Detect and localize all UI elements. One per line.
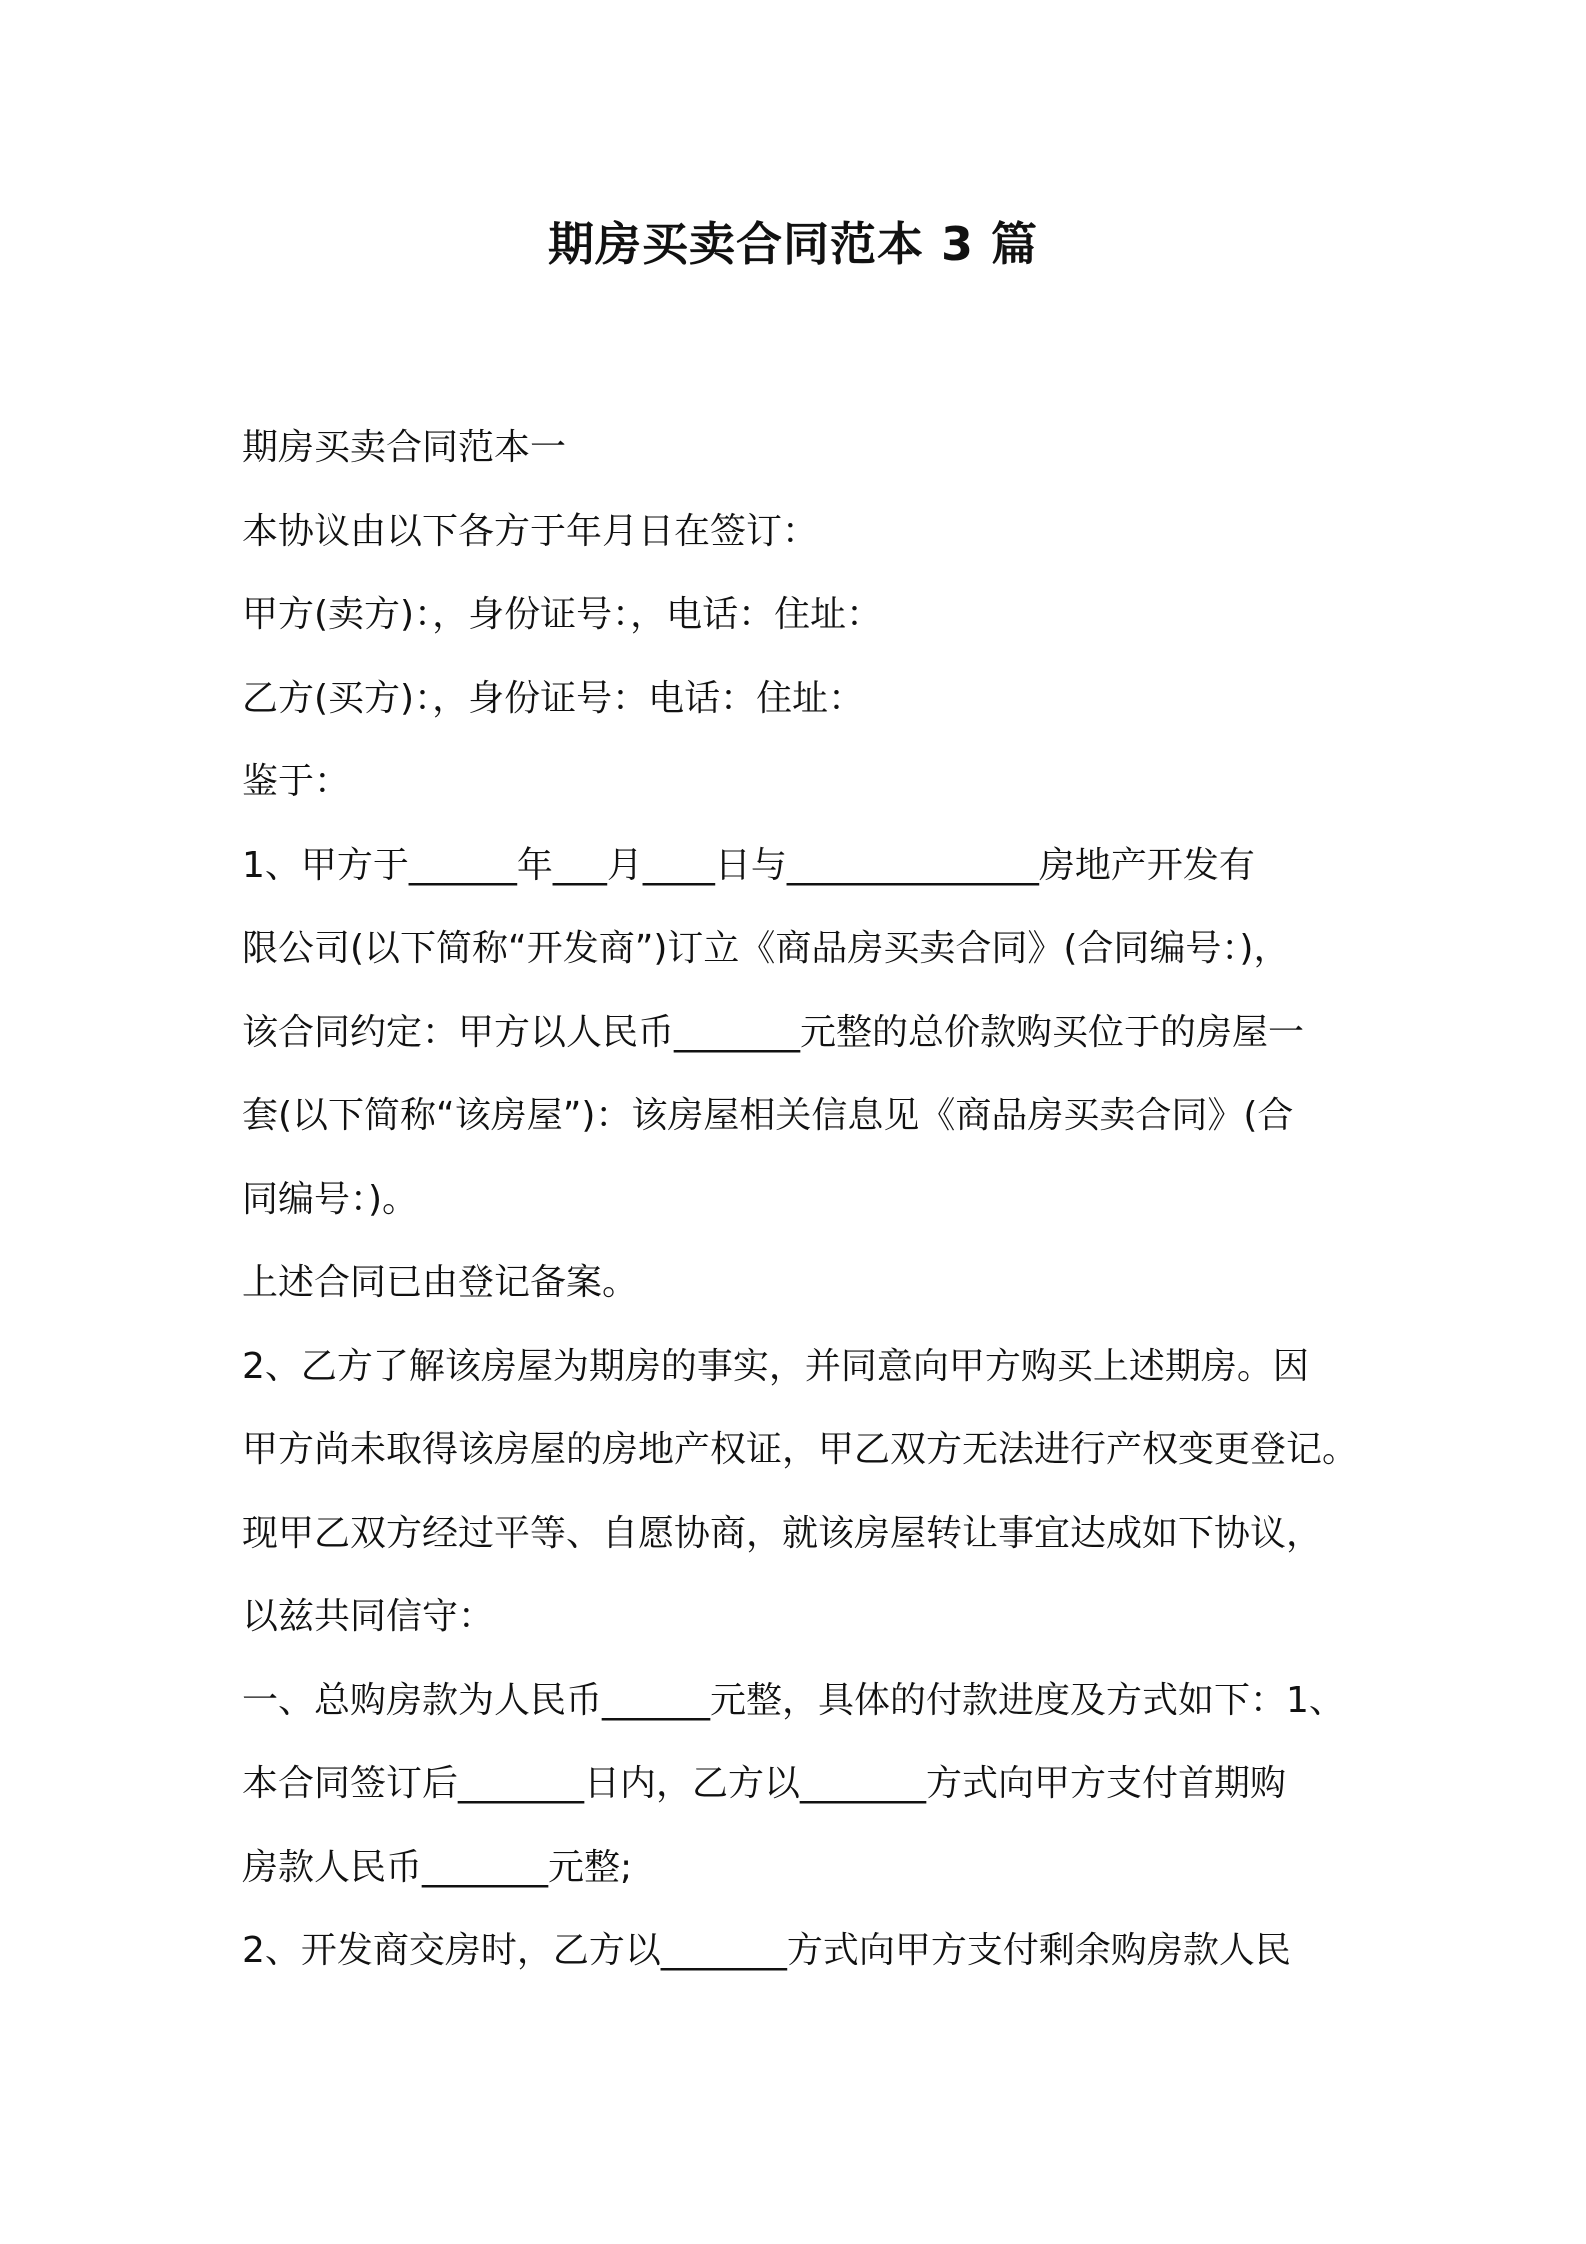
text-line: 现甲乙双方经过平等、自愿协商，就该房屋转让事宜达成如下协议，: [242, 1512, 1323, 1554]
text-line: 本合同签订后_______日内，乙方以_______方式向甲方支付首期购: [242, 1763, 1287, 1804]
text-line: 以兹共同信守：: [242, 1596, 495, 1637]
text-line: 一、总购房款为人民币______元整，具体的付款进度及方式如下：1、: [242, 1679, 1345, 1721]
text-line: 鉴于：: [242, 761, 351, 802]
text-line: 限公司(以下简称“开发商”)订立《商品房买卖合同》(合同编号：)，: [242, 928, 1290, 969]
text-line: 该合同约定：甲方以人民币_______元整的总价款购买位于的房屋一: [242, 1011, 1305, 1053]
text-line: 乙方(买方)：，身份证号：电话：住址：: [242, 677, 865, 719]
text-line: 2、乙方了解该房屋为期房的事实，并同意向甲方购买上述期房。因: [242, 1345, 1309, 1387]
text-line: 上述合同已由登记备案。: [242, 1262, 639, 1303]
text-line: 本协议由以下各方于年月日在签订：: [242, 510, 819, 552]
text-line: 房款人民币_______元整;: [242, 1846, 633, 1888]
text-line: 套(以下简称“该房屋”)：该房屋相关信息见《商品房买卖合同》(合: [242, 1095, 1294, 1136]
text-line: 甲方(卖方)：，身份证号：，电话：住址：: [242, 594, 883, 635]
text-line: 甲方尚未取得该房屋的房地产权证，甲乙双方无法进行产权变更登记。: [242, 1429, 1359, 1470]
text-line: 同编号：)。: [242, 1178, 419, 1220]
document-body: [242, 406, 1392, 1993]
document-title: 期房买卖合同范本 3 篇: [547, 217, 1039, 271]
text-line: 2、开发商交房时，乙方以_______方式向甲方支付剩余购房款人民: [242, 1930, 1291, 1971]
section-heading: 期房买卖合同范本一: [242, 427, 567, 468]
text-line: 1、甲方于______年___月____日与______________房地产开发有: [242, 844, 1255, 886]
